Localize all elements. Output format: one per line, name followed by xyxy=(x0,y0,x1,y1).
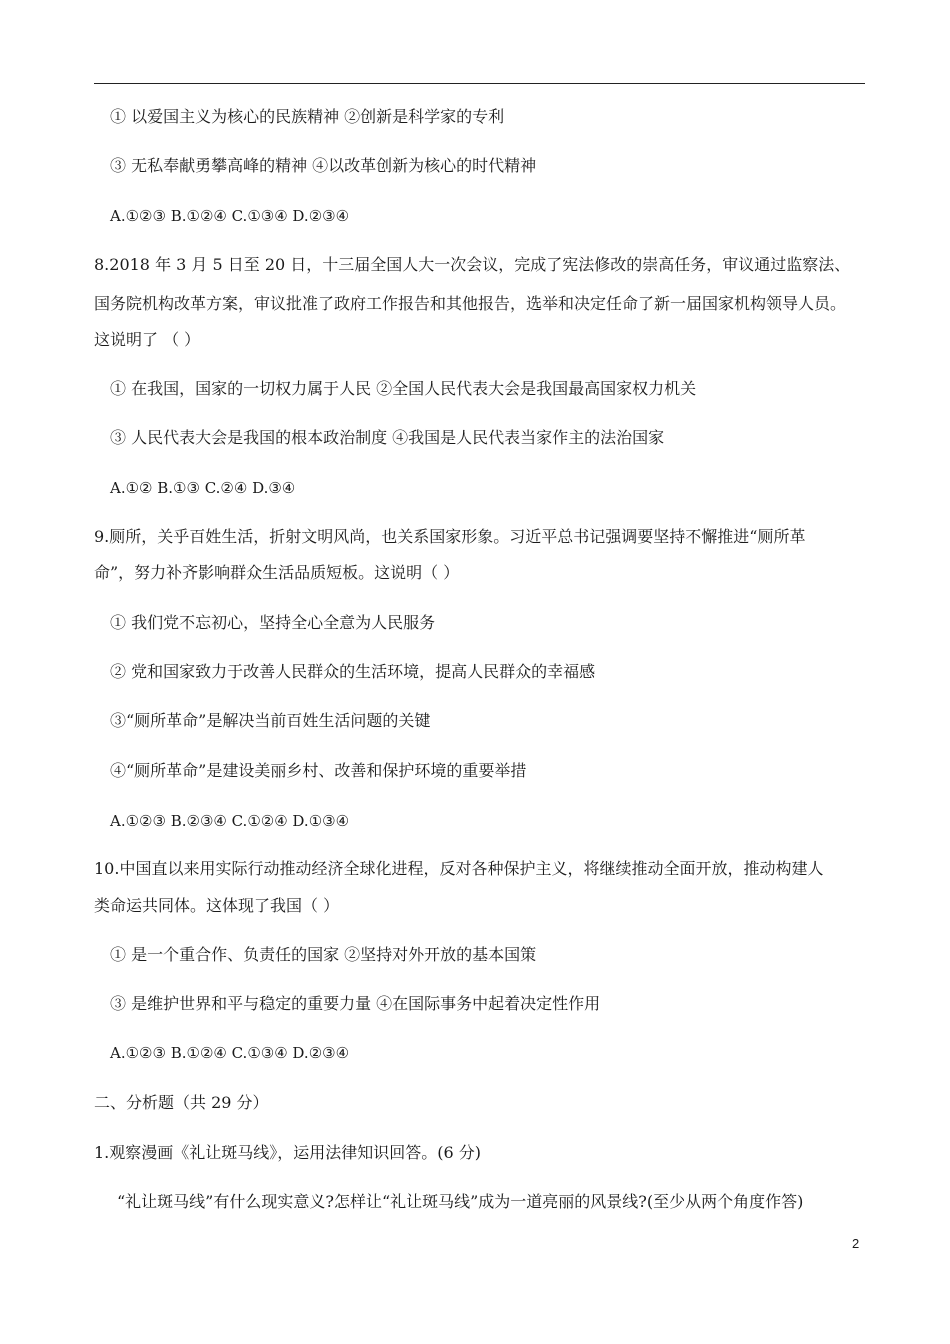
section-heading: 二、分析题（共 29 分） xyxy=(94,1093,269,1112)
header-rule xyxy=(94,83,865,84)
q8-stem-line-2: 国务院机构改革方案，审议批准了政府工作报告和其他报告，选举和决定任命了新一届国家机构领导人员。 xyxy=(94,294,847,313)
q8-option-line-1: ① 在我国，国家的一切权力属于人民 ②全国人民代表大会是我国最高国家权力机关 xyxy=(110,379,697,398)
q9-option-line-3: ③“厕所革命”是解决当前百姓生活问题的关键 xyxy=(110,711,431,730)
q10-answer-choices: A.①②③ B.①②④ C.①③④ D.②③④ xyxy=(110,1044,350,1062)
q7-option-line-1: ① 以爱国主义为核心的民族精神 ②创新是科学家的专利 xyxy=(110,107,505,126)
q8-answer-choices: A.①② B.①③ C.②④ D.③④ xyxy=(110,479,296,497)
analysis-q1-stem: 1.观察漫画《礼让斑马线》，运用法律知识回答。(6 分) xyxy=(94,1143,482,1162)
q9-stem-line-2: 命”，努力补齐影响群众生活品质短板。这说明（ ） xyxy=(94,563,460,582)
q7-option-line-2: ③ 无私奉献勇攀高峰的精神 ④以改革创新为核心的时代精神 xyxy=(110,156,537,175)
q9-option-line-1: ① 我们党不忘初心，坚持全心全意为人民服务 xyxy=(110,613,436,632)
q9-option-line-2: ② 党和国家致力于改善人民群众的生活环境，提高人民群众的幸福感 xyxy=(110,662,596,681)
q10-option-line-2: ③ 是维护世界和平与稳定的重要力量 ④在国际事务中起着决定性作用 xyxy=(110,994,601,1013)
q10-stem-line-1: 10.中国直以来用实际行动推动经济全球化进程，反对各种保护主义，将继续推动全面开放，推动构建人 xyxy=(94,859,824,878)
q9-stem-line-1: 9.厕所，关乎百姓生活，折射文明风尚，也关系国家形象。习近平总书记强调要坚持不懈推进“厕所革 xyxy=(94,527,806,546)
q8-stem-line-3: 这说明了 （ ） xyxy=(94,330,201,349)
page-number: 2 xyxy=(852,1236,860,1251)
q8-option-line-2: ③ 人民代表大会是我国的根本政治制度 ④我国是人民代表当家作主的法治国家 xyxy=(110,428,665,447)
q7-answer-choices: A.①②③ B.①②④ C.①③④ D.②③④ xyxy=(110,207,350,225)
q9-answer-choices: A.①②③ B.②③④ C.①②④ D.①③④ xyxy=(110,812,350,830)
q9-option-line-4: ④“厕所革命”是建设美丽乡村、改善和保护环境的重要举措 xyxy=(110,761,527,780)
q8-stem-line-1: 8.2018 年 3 月 5 日至 20 日，十三届全国人大一次会议，完成了宪法修改的崇高任务，审议通过监察法、 xyxy=(94,255,851,274)
q10-stem-line-2: 类命运共同体。这体现了我国（ ） xyxy=(94,896,340,915)
q10-option-line-1: ① 是一个重合作、负责任的国家 ②坚持对外开放的基本国策 xyxy=(110,945,537,964)
analysis-q1-prompt: “礼让斑马线”有什么现实意义?怎样让“礼让斑马线”成为一道亮丽的风景线?(至少从两个角度作答) xyxy=(117,1192,804,1211)
